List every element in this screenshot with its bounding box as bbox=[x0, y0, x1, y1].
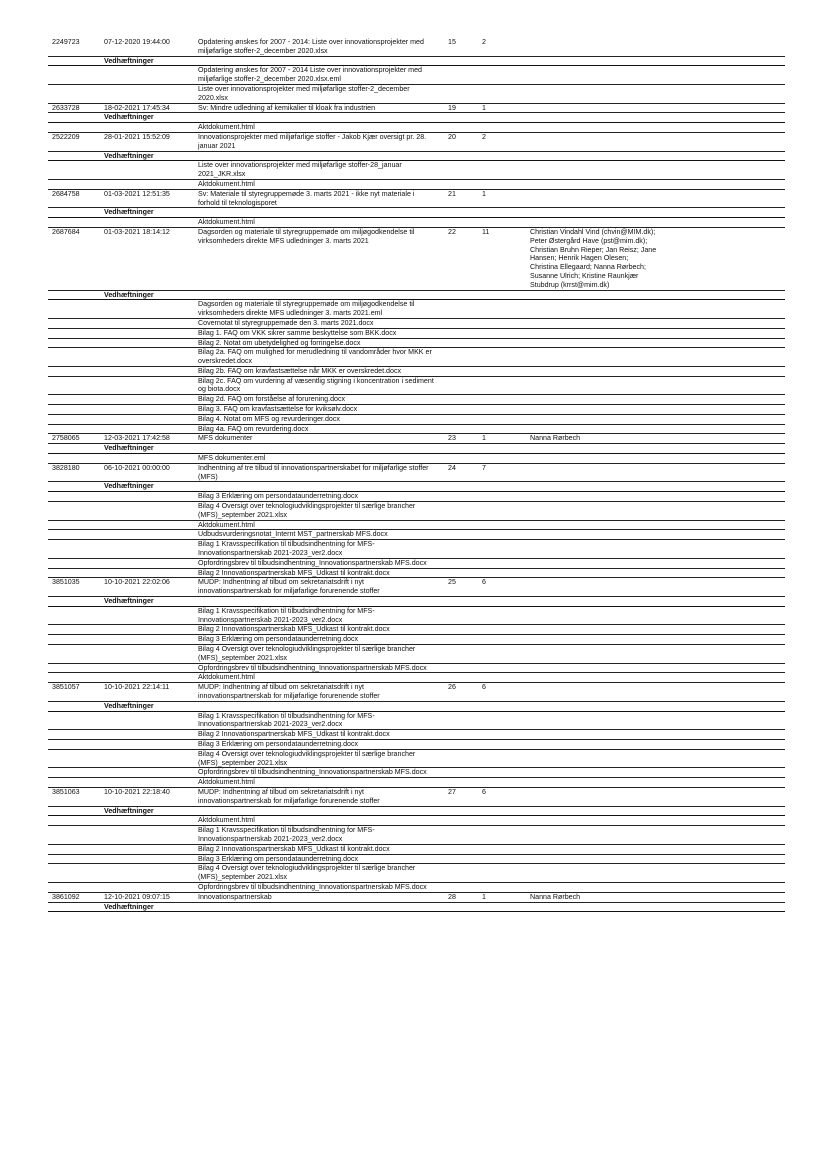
spacer bbox=[48, 750, 104, 768]
record-recipients bbox=[530, 190, 658, 208]
spacer bbox=[104, 395, 198, 404]
spacer bbox=[48, 778, 104, 787]
spacer bbox=[48, 415, 104, 424]
record-recipients: Christian Vindahl Vind (chvin@MIM.dk); Peter Østergård Have (pst@mim.dk); Christian Bruhn Rieper; Jan Reisz; Jane Hansen; Henrik Hagen Olesen; Christina Ellegaard; Nanna Rørbech; Susanne Ulrich; Kristine Raunkjær Stubdrup (krrst@mim.dk) bbox=[530, 227, 657, 289]
spacer bbox=[48, 673, 104, 682]
attachment-row bbox=[48, 161, 785, 180]
attachment-row bbox=[48, 883, 785, 893]
attachment-row bbox=[48, 740, 785, 750]
record-id: 2687684 bbox=[52, 227, 80, 236]
record-date: 10-10-2021 22:14:11 bbox=[104, 683, 170, 692]
spacer bbox=[48, 502, 104, 520]
record-row bbox=[48, 893, 785, 903]
attachment-filename: Aktdokument.html bbox=[198, 778, 255, 787]
attachments-header-row bbox=[48, 152, 785, 162]
spacer bbox=[104, 569, 198, 578]
attachments-label: Vedhæftninger bbox=[104, 290, 154, 299]
spacer bbox=[104, 750, 198, 768]
attachments-label: Vedhæftninger bbox=[104, 151, 154, 160]
record-date: 12-10-2021 09:07:15 bbox=[104, 892, 170, 901]
attachment-row bbox=[48, 180, 785, 190]
attachment-filename: Dagsorden og materiale til styregruppemøde om miljøgodkendelse til virksomheders direkte MFS udledninger 3. marts 2021.eml bbox=[198, 300, 415, 318]
attachment-filename: Bilag 4 Oversigt over teknologiudviklingsprojekter til særlige brancher (MFS)_september 2021.xlsx bbox=[198, 502, 416, 519]
spacer bbox=[104, 530, 198, 539]
record-count: 1 bbox=[482, 892, 486, 901]
spacer bbox=[104, 405, 198, 414]
spacer bbox=[48, 319, 104, 328]
attachment-row bbox=[48, 339, 785, 349]
record-row bbox=[48, 464, 785, 483]
attachment-filename: Bilag 2c. FAQ om vurdering af væsentlig stigning i koncentration i sediment og biota.docx bbox=[198, 376, 434, 394]
record-recipients bbox=[530, 788, 658, 806]
record-number: 26 bbox=[448, 683, 456, 692]
spacer bbox=[104, 883, 198, 892]
attachment-filename: Bilag 1 Kravsspecifikation til tilbudsindhentning for MFS-Innovationspartnerskab 2021-2023_ver2.docx bbox=[198, 540, 375, 558]
record-number: 25 bbox=[448, 578, 456, 587]
record-date: 12-03-2021 17:42:58 bbox=[104, 434, 170, 443]
attachment-filename: Bilag 2 Innovationspartnerskab MFS_Udkast til kontrakt.docx bbox=[198, 625, 390, 634]
attachment-filename: Bilag 3 Erklæring om persondataunderretning.docx bbox=[198, 854, 359, 863]
attachments-header-row bbox=[48, 597, 785, 607]
spacer bbox=[48, 855, 104, 864]
attachments-header-row bbox=[48, 482, 785, 492]
spacer bbox=[48, 208, 104, 217]
record-id: 2522209 bbox=[52, 132, 80, 141]
spacer bbox=[48, 664, 104, 673]
spacer bbox=[104, 855, 198, 864]
attachment-row bbox=[48, 319, 785, 329]
record-count: 1 bbox=[482, 189, 486, 198]
record-count: 2 bbox=[482, 38, 486, 46]
spacer bbox=[104, 768, 198, 777]
spacer bbox=[104, 845, 198, 854]
record-number: 22 bbox=[448, 227, 456, 236]
attachments-header-row bbox=[48, 903, 785, 913]
spacer bbox=[104, 329, 198, 338]
record-date: 10-10-2021 22:02:06 bbox=[104, 578, 170, 587]
record-id: 2758065 bbox=[52, 434, 80, 443]
record-title: Indhentning af tre tilbud til innovationspartnerskabet for miljøfarlige stoffer (MFS) bbox=[198, 463, 429, 481]
record-count: 6 bbox=[482, 578, 486, 587]
attachments-label: Vedhæftninger bbox=[104, 902, 154, 911]
record-id: 3861092 bbox=[52, 892, 80, 901]
spacer bbox=[104, 85, 198, 103]
spacer bbox=[48, 864, 104, 882]
attachment-filename: Bilag 3 Erklæring om persondataunderretning.docx bbox=[198, 739, 359, 748]
spacer bbox=[48, 180, 104, 189]
attachment-row bbox=[48, 768, 785, 778]
attachment-row bbox=[48, 521, 785, 531]
record-recipients bbox=[530, 38, 658, 56]
attachment-row bbox=[48, 415, 785, 425]
attachment-row bbox=[48, 540, 785, 559]
attachment-row bbox=[48, 559, 785, 569]
spacer bbox=[104, 425, 198, 434]
spacer bbox=[48, 482, 104, 491]
spacer bbox=[104, 712, 198, 730]
record-title: MUDP: Indhentning af tilbud om sekretariatsdrift i nyt innovationspartnerskab for miljøfarlige forurenende stoffer bbox=[198, 787, 380, 805]
attachments-label: Vedhæftninger bbox=[104, 806, 154, 815]
spacer bbox=[104, 635, 198, 644]
spacer bbox=[104, 607, 198, 625]
spacer bbox=[48, 425, 104, 434]
record-count: 7 bbox=[482, 463, 486, 472]
attachment-filename: Bilag 1 Kravsspecifikation til tilbudsindhentning for MFS-Innovationspartnerskab 2021-2023_ver2.docx bbox=[198, 711, 375, 729]
attachment-row bbox=[48, 730, 785, 740]
spacer bbox=[48, 530, 104, 539]
attachment-row bbox=[48, 492, 785, 502]
attachments-header-row bbox=[48, 444, 785, 454]
attachment-row bbox=[48, 845, 785, 855]
spacer bbox=[48, 625, 104, 634]
spacer bbox=[48, 826, 104, 844]
attachment-row bbox=[48, 329, 785, 339]
attachment-row bbox=[48, 712, 785, 731]
record-number: 28 bbox=[448, 892, 456, 901]
spacer bbox=[48, 218, 104, 227]
spacer bbox=[48, 845, 104, 854]
attachment-row bbox=[48, 377, 785, 396]
attachment-row bbox=[48, 607, 785, 626]
record-recipients bbox=[530, 464, 658, 482]
record-count: 11 bbox=[482, 227, 490, 236]
attachment-row bbox=[48, 635, 785, 645]
record-number: 19 bbox=[448, 103, 456, 112]
spacer bbox=[48, 113, 104, 122]
spacer bbox=[104, 161, 198, 179]
record-row bbox=[48, 788, 785, 807]
spacer bbox=[48, 740, 104, 749]
record-id: 3851063 bbox=[52, 787, 80, 796]
spacer bbox=[48, 702, 104, 711]
record-row bbox=[48, 133, 785, 152]
record-id: 2684758 bbox=[52, 189, 80, 198]
attachment-filename: Bilag 3 Erklæring om persondataunderretning.docx bbox=[198, 635, 359, 644]
spacer bbox=[48, 569, 104, 578]
attachments-label: Vedhæftninger bbox=[104, 56, 154, 65]
record-recipients: Nanna Rørbech bbox=[530, 892, 581, 901]
record-title: MFS dokumenter bbox=[198, 434, 253, 443]
attachment-filename: Liste over innovationsprojekter med miljøfarlige stoffer-28_januar 2021_JKR.xlsx bbox=[198, 161, 402, 179]
spacer bbox=[104, 816, 198, 825]
spacer bbox=[48, 395, 104, 404]
record-row bbox=[48, 190, 785, 209]
record-row bbox=[48, 104, 785, 114]
spacer bbox=[104, 377, 198, 395]
record-recipients bbox=[530, 104, 658, 113]
attachment-filename: Bilag 2b. FAQ om kravfastsættelse når MKK er overskredet.docx bbox=[198, 366, 402, 375]
spacer bbox=[104, 367, 198, 376]
attachment-filename: Bilag 4 Oversigt over teknologiudviklingsprojekter til særlige brancher (MFS)_september 2021.xlsx bbox=[198, 749, 416, 767]
spacer bbox=[104, 348, 198, 366]
spacer bbox=[48, 492, 104, 501]
attachment-filename: Bilag 2 Innovationspartnerskab MFS_Udkast til kontrakt.docx bbox=[198, 568, 390, 577]
spacer bbox=[104, 123, 198, 132]
spacer bbox=[104, 218, 198, 227]
attachments-label: Vedhæftninger bbox=[104, 113, 154, 122]
attachment-row bbox=[48, 300, 785, 319]
record-date: 07-12-2020 19:44:00 bbox=[104, 38, 170, 46]
attachments-label: Vedhæftninger bbox=[104, 482, 154, 491]
record-row bbox=[48, 683, 785, 702]
attachment-filename: Bilag 4a. FAQ om revurdering.docx bbox=[198, 424, 309, 433]
attachment-filename: Opdatering ønskes for 2007 - 2014 Liste over innovationsprojekter med miljøfarlige stoffer-2_december 2020.xlsx.eml bbox=[198, 66, 422, 84]
attachments-header-row bbox=[48, 807, 785, 817]
record-date: 28-01-2021 15:52:09 bbox=[104, 132, 170, 141]
record-date: 01-03-2021 12:51:35 bbox=[104, 189, 170, 198]
record-title: Dagsorden og materiale til styregruppemøde om miljøgodkendelse til virksomheders direkte MFS udledninger 3. marts 2021 bbox=[198, 227, 415, 245]
record-recipients: Nanna Rørbech bbox=[530, 434, 581, 443]
record-row bbox=[48, 434, 785, 444]
record-count: 6 bbox=[482, 683, 486, 692]
attachment-row bbox=[48, 664, 785, 674]
spacer bbox=[48, 85, 104, 103]
record-title: Innovationspartnerskab bbox=[198, 892, 272, 901]
spacer bbox=[48, 367, 104, 376]
record-date: 10-10-2021 22:18:40 bbox=[104, 787, 170, 796]
attachments-label: Vedhæftninger bbox=[104, 597, 154, 606]
attachment-filename: Bilag 2a. FAQ om mulighed for merudledning til vandområder hvor MKK er overskredet.docx bbox=[198, 348, 432, 366]
spacer bbox=[104, 826, 198, 844]
spacer bbox=[48, 339, 104, 348]
attachment-filename: Aktdokument.html bbox=[198, 673, 255, 682]
spacer bbox=[104, 778, 198, 787]
record-id: 3828180 bbox=[52, 463, 80, 472]
record-count: 1 bbox=[482, 434, 486, 443]
spacer bbox=[104, 66, 198, 84]
spacer bbox=[104, 740, 198, 749]
attachments-header-row bbox=[48, 57, 785, 67]
record-recipients bbox=[530, 578, 658, 596]
spacer bbox=[48, 348, 104, 366]
attachment-filename: Aktdokument.html bbox=[198, 179, 255, 188]
record-recipients bbox=[530, 683, 658, 701]
record-number: 27 bbox=[448, 787, 456, 796]
record-row bbox=[48, 228, 785, 291]
attachment-filename: Bilag 4 Oversigt over teknologiudviklingsprojekter til særlige brancher (MFS)_september 2021.xlsx bbox=[198, 645, 416, 662]
attachment-filename: Liste over innovationsprojekter med miljøfarlige stoffer-2_december 2020.xlsx bbox=[198, 84, 410, 102]
spacer bbox=[104, 559, 198, 568]
spacer bbox=[48, 152, 104, 161]
attachments-header-row bbox=[48, 291, 785, 301]
spacer bbox=[104, 492, 198, 501]
spacer bbox=[48, 329, 104, 338]
spacer bbox=[48, 66, 104, 84]
spacer bbox=[48, 883, 104, 892]
attachment-row bbox=[48, 425, 785, 435]
spacer bbox=[48, 607, 104, 625]
spacer bbox=[48, 123, 104, 132]
spacer bbox=[48, 768, 104, 777]
attachment-filename: Bilag 3. FAQ om kravfastsættelse for kviksølv.docx bbox=[198, 405, 358, 414]
spacer bbox=[48, 444, 104, 453]
attachment-filename: Opfordringsbrev til tilbudsindhentning_Innovationspartnerskab MFS.docx bbox=[198, 882, 427, 891]
spacer bbox=[104, 645, 198, 663]
attachment-filename: Covernotat til styregruppemøde den 3. marts 2021.docx bbox=[198, 318, 374, 327]
attachment-row bbox=[48, 502, 785, 521]
attachment-filename: Opfordringsbrev til tilbudsindhentning_Innovationspartnerskab MFS.docx bbox=[198, 768, 427, 777]
attachment-row bbox=[48, 530, 785, 540]
attachment-row bbox=[48, 826, 785, 845]
attachment-row bbox=[48, 66, 785, 85]
spacer bbox=[104, 502, 198, 520]
attachment-filename: Aktdokument.html bbox=[198, 123, 255, 132]
attachment-filename: Opfordringsbrev til tilbudsindhentning_Innovationspartnerskab MFS.docx bbox=[198, 558, 427, 567]
attachment-row bbox=[48, 367, 785, 377]
record-count: 6 bbox=[482, 787, 486, 796]
record-date: 06-10-2021 00:00:00 bbox=[104, 463, 170, 472]
attachment-filename: Bilag 1 Kravsspecifikation til tilbudsindhentning for MFS-Innovationspartnerskab 2021-2023_ver2.docx bbox=[198, 606, 375, 624]
record-row bbox=[48, 578, 785, 597]
record-id: 2249723 bbox=[52, 38, 80, 46]
spacer bbox=[48, 454, 104, 463]
record-number: 23 bbox=[448, 434, 456, 443]
attachment-row bbox=[48, 218, 785, 228]
spacer bbox=[104, 454, 198, 463]
record-row bbox=[48, 38, 785, 57]
record-title: Sv: Materiale til styregruppemøde 3. marts 2021 - ikke nyt materiale i forhold til teknologisporet bbox=[198, 189, 415, 207]
attachment-filename: Bilag 2 Innovationspartnerskab MFS_Udkast til kontrakt.docx bbox=[198, 844, 390, 853]
attachment-row bbox=[48, 123, 785, 133]
attachment-filename: Bilag 2 Innovationspartnerskab MFS_Udkast til kontrakt.docx bbox=[198, 730, 390, 739]
attachment-filename: Opfordringsbrev til tilbudsindhentning_Innovationspartnerskab MFS.docx bbox=[198, 663, 427, 672]
attachment-row bbox=[48, 673, 785, 683]
attachment-row bbox=[48, 454, 785, 464]
attachment-filename: MFS dokumenter.eml bbox=[198, 454, 266, 463]
spacer bbox=[104, 521, 198, 530]
record-title: Innovationsprojekter med miljøfarlige stoffer - Jakob Kjær oversigt pr. 28. januar 2021 bbox=[198, 132, 427, 150]
spacer bbox=[48, 540, 104, 558]
attachment-filename: Bilag 4 Oversigt over teknologiudviklingsprojekter til særlige brancher (MFS)_september 2021.xlsx bbox=[198, 864, 416, 882]
record-id: 3851057 bbox=[52, 683, 80, 692]
attachment-filename: Udbudsvurderingsnotat_Internt MST_partnerskab MFS.docx bbox=[198, 530, 388, 539]
record-id: 3851035 bbox=[52, 578, 80, 587]
record-title: MUDP: Indhentning af tilbud om sekretariatsdrift i nyt innovationspartnerskab for miljøfarlige forurenende stoffer bbox=[198, 683, 380, 700]
record-count: 2 bbox=[482, 132, 486, 141]
attachments-label: Vedhæftninger bbox=[104, 701, 154, 710]
record-number: 21 bbox=[448, 189, 456, 198]
attachment-row bbox=[48, 395, 785, 405]
attachments-label: Vedhæftninger bbox=[104, 444, 154, 453]
spacer bbox=[48, 405, 104, 414]
spacer bbox=[48, 712, 104, 730]
attachment-row bbox=[48, 645, 785, 664]
attachment-row bbox=[48, 625, 785, 635]
attachment-filename: Bilag 1 Kravsspecifikation til tilbudsindhentning for MFS-Innovationspartnerskab 2021-2023_ver2.docx bbox=[198, 826, 375, 843]
spacer bbox=[48, 597, 104, 606]
attachments-header-row bbox=[48, 208, 785, 218]
attachment-row bbox=[48, 855, 785, 865]
spacer bbox=[104, 180, 198, 189]
attachment-row bbox=[48, 864, 785, 883]
spacer bbox=[104, 864, 198, 882]
record-number: 20 bbox=[448, 132, 456, 141]
attachment-row bbox=[48, 750, 785, 769]
attachment-filename: Bilag 2d. FAQ om forståelse af forurening.docx bbox=[198, 395, 346, 404]
record-date: 01-03-2021 18:14:12 bbox=[104, 227, 170, 236]
spacer bbox=[104, 625, 198, 634]
spacer bbox=[48, 635, 104, 644]
attachment-filename: Bilag 4. Notat om MFS og revurderinger.docx bbox=[198, 414, 340, 423]
record-number: 24 bbox=[448, 463, 456, 472]
attachments-header-row bbox=[48, 702, 785, 712]
spacer bbox=[104, 673, 198, 682]
attachment-filename: Aktdokument.html bbox=[198, 816, 255, 825]
spacer bbox=[48, 57, 104, 66]
spacer bbox=[104, 339, 198, 348]
spacer bbox=[48, 377, 104, 395]
attachment-row bbox=[48, 569, 785, 579]
attachment-row bbox=[48, 348, 785, 367]
record-count: 1 bbox=[482, 103, 486, 112]
attachment-filename: Aktdokument.html bbox=[198, 218, 255, 227]
spacer bbox=[104, 300, 198, 318]
record-title: Sv: Mindre udledning af kemikalier til kloak fra industrien bbox=[198, 103, 376, 112]
attachment-filename: Aktdokument.html bbox=[198, 520, 255, 529]
record-title: Opdatering ønskes for 2007 - 2014: Liste over innovationsprojekter med miljøfarlige stoffer-2_december 2020.xlsx bbox=[198, 38, 424, 55]
attachments-label: Vedhæftninger bbox=[104, 208, 154, 217]
spacer bbox=[104, 540, 198, 558]
record-date: 18-02-2021 17:45:34 bbox=[104, 103, 170, 112]
attachment-row bbox=[48, 778, 785, 788]
record-recipients bbox=[530, 133, 658, 151]
spacer bbox=[104, 730, 198, 739]
spacer bbox=[48, 730, 104, 739]
spacer bbox=[48, 645, 104, 663]
spacer bbox=[48, 521, 104, 530]
spacer bbox=[104, 415, 198, 424]
attachment-filename: Bilag 2. Notat om ubetydelighed og forringelse.docx bbox=[198, 338, 361, 347]
spacer bbox=[48, 161, 104, 179]
attachment-row bbox=[48, 405, 785, 415]
record-number: 15 bbox=[448, 38, 456, 46]
record-id: 2633728 bbox=[52, 103, 80, 112]
spacer bbox=[48, 559, 104, 568]
attachments-header-row bbox=[48, 113, 785, 123]
spacer bbox=[48, 816, 104, 825]
spacer bbox=[104, 319, 198, 328]
spacer bbox=[48, 291, 104, 300]
spacer bbox=[48, 807, 104, 816]
spacer bbox=[48, 300, 104, 318]
attachment-filename: Bilag 1. FAQ om VKK sikrer samme beskyttelse som BKK.docx bbox=[198, 328, 397, 337]
attachment-row bbox=[48, 85, 785, 104]
record-title: MUDP: Indhentning af tilbud om sekretariatsdrift i nyt innovationspartnerskab for miljøfarlige forurenende stoffer bbox=[198, 578, 380, 596]
spacer bbox=[104, 664, 198, 673]
attachment-filename: Bilag 3 Erklæring om persondataunderretning.docx bbox=[198, 492, 359, 501]
attachment-row bbox=[48, 816, 785, 826]
spacer bbox=[48, 903, 104, 912]
document-table bbox=[48, 38, 785, 912]
